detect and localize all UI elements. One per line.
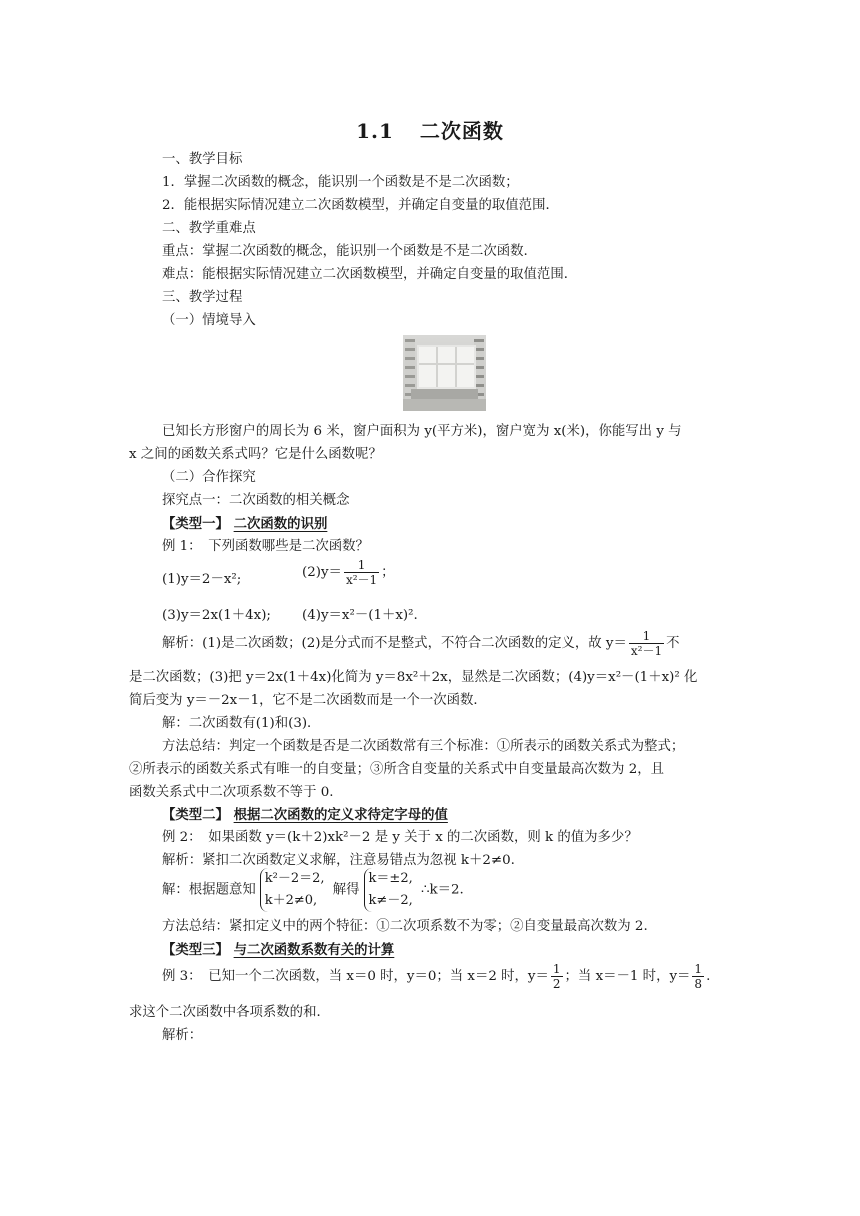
- page-title: 1.1 二次函数: [356, 119, 504, 143]
- example1-f2: (2)y＝ $\frac{1}{\text{x²－1}}$ ；: [302, 558, 395, 587]
- objective-1: 1．掌握二次函数的概念，能识别一个函数是不是二次函数；: [162, 175, 519, 190]
- intro-problem-line2: x 之间的函数关系式吗？它是什么函数呢？: [129, 447, 382, 462]
- heading-intro: （一）情境导入: [162, 313, 256, 328]
- example2-question: 例 2： 如果函数 y＝(k＋2)xk²－2 是 y 关于 x 的二次函数，则 k 的值为多少？: [162, 830, 638, 845]
- example3-question: 例 3： 已知一个二次函数，当 x＝0 时，y＝0；当 x＝2 时，y＝ $\frac{1}{2}$ ；当 x＝－1 时，y＝ $\frac{1}{8}$ .: [162, 962, 711, 991]
- method-summary-1: 方法总结：判定一个函数是否是二次函数常有三个标准：①所表示的函数关系式为整式；: [162, 739, 685, 754]
- heading-process: 三、教学过程: [162, 290, 243, 305]
- heading-objectives: 一、教学目标: [162, 152, 243, 167]
- example2-solution: 解：根据题意知 k²－2＝2, k＋2≠0, 解得 k＝±2, k≠－2, ∴k＝2.: [162, 868, 464, 912]
- example3-question-2: 求这个二次函数中各项系数的和．: [129, 1005, 330, 1020]
- window-room-photo: [403, 335, 486, 411]
- example2-method: 方法总结：紧扣定义中的两个特征：①二次项系数不为零；②自变量最高次数为 2.: [162, 919, 648, 934]
- heading-keypoints: 二、教学重难点: [162, 221, 256, 236]
- example1-question: 例 1： 下列函数哪些是二次函数？: [162, 539, 369, 554]
- type1-heading: 【类型一】 二次函数的识别: [162, 516, 328, 532]
- example1-f1: (1)y＝2－x²;: [162, 572, 242, 587]
- keypoint: 重点：掌握二次函数的概念，能识别一个函数是不是二次函数.: [162, 244, 528, 259]
- type2-heading: 【类型二】 根据二次函数的定义求待定字母的值: [162, 807, 448, 823]
- example2-hint: 解析：紧扣二次函数定义求解，注意易错点为忽视 k＋2≠0.: [162, 853, 515, 868]
- method-summary-2: ②所表示的函数关系式有唯一的自变量；③所含自变量的关系式中自变量最高次数为 2，且: [129, 762, 665, 777]
- intro-problem-line1: 已知长方形窗户的周长为 6 米，窗户面积为 y(平方米)，窗户宽为 x(米)，你能写出 y 与: [162, 424, 682, 439]
- difficulty: 难点：能根据实际情况建立二次函数模型，并确定自变量的取值范围．: [162, 267, 578, 282]
- example3-analysis: 解析：: [162, 1028, 203, 1043]
- method-summary-3: 函数关系式中二次项系数不等于 0.: [129, 785, 334, 800]
- explore-point-1: 探究点一：二次函数的相关概念: [162, 493, 350, 508]
- type3-heading: 【类型三】 与二次函数系数有关的计算: [162, 942, 395, 958]
- heading-explore: （二）合作探究: [162, 470, 256, 485]
- example1-analysis-1: 解析：(1)是二次函数；(2)是分式而不是整式，不符合二次函数的定义，故 y＝ $\frac{1}{\text{x²－1}}$ 不: [162, 629, 680, 658]
- example1-f3: (3)y＝2x(1＋4x);: [162, 608, 271, 623]
- objective-2: 2．能根据实际情况建立二次函数模型，并确定自变量的取值范围．: [162, 198, 559, 213]
- example1-analysis-2: 是二次函数；(3)把 y＝2x(1＋4x)化简为 y＝8x²＋2x，显然是二次函数；(4)y＝x²－(1＋x)² 化: [129, 670, 698, 685]
- example1-analysis-3: 简后变为 y＝－2x－1，它不是二次函数而是一个一次函数．: [129, 693, 487, 708]
- example1-f4: (4)y＝x²－(1＋x)².: [302, 608, 418, 623]
- example1-solution: 解：二次函数有(1)和(3)．: [162, 716, 321, 731]
